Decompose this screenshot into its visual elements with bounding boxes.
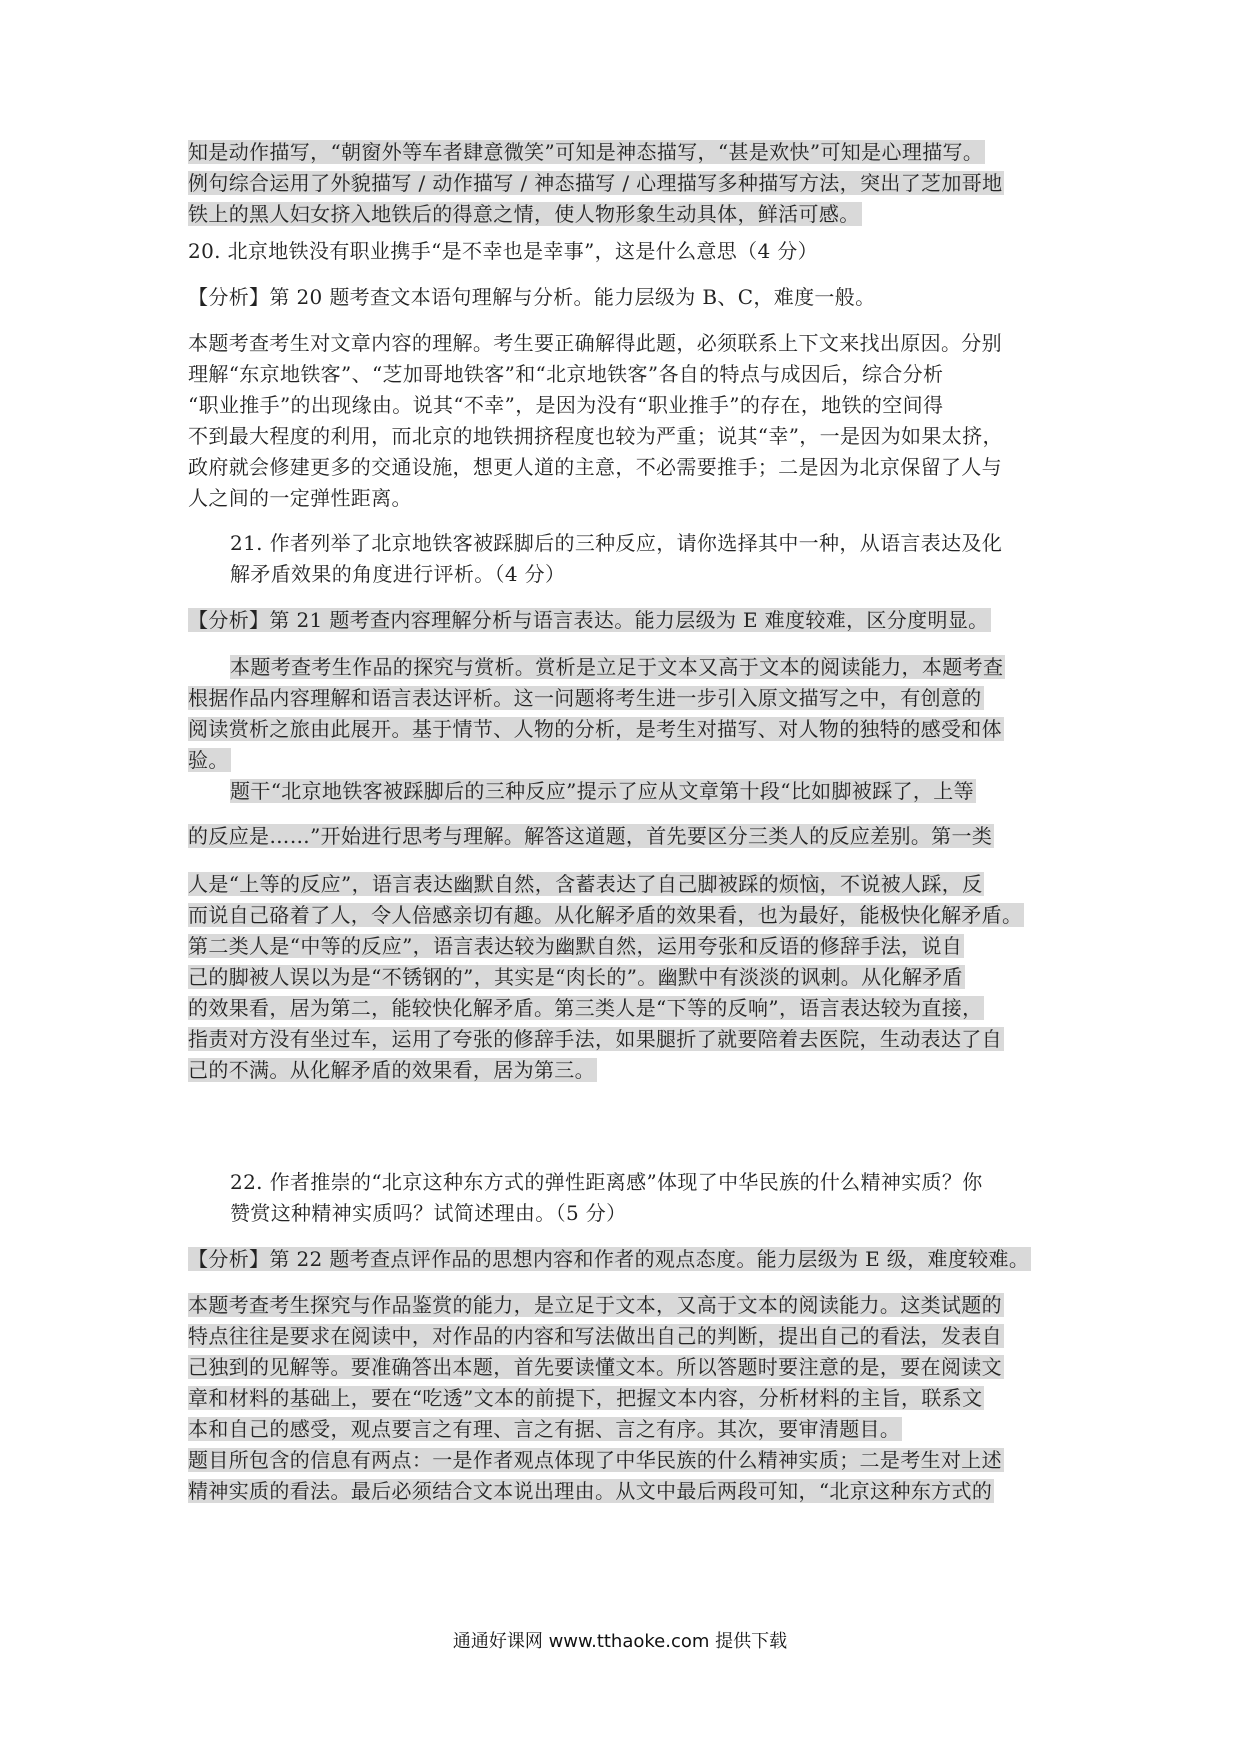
text-line: 知是动作描写，“朝窗外等车者肆意微笑”可知是神态描写，“甚是欢快”可知是心理描写。 [188,140,984,164]
question-21-cont: 解矛盾效果的角度进行评析。（4 分） [230,562,566,586]
text-line: 的效果看，居为第二，能较快化解矛盾。第三类人是“下等的反响”，语言表达较为直接， [188,996,983,1020]
text-line: 政府就会修建更多的交通设施，想更人道的主意，不必需要推手；二是因为北京保留了人与 [188,455,1002,479]
text-line: 己的不满。从化解矛盾的效果看，居为第三。 [188,1058,595,1082]
text-line: 精神实质的看法。最后必须结合文本说出理由。从文中最后两段可知，“北京这种东方式的 [188,1479,993,1503]
text-line: 己独到的见解等。要准确答出本题，首先要读懂文本。所以答题时要注意的是，要在阅读文 [188,1355,1002,1379]
question-20: 20. 北京地铁没有职业携手“是不幸也是幸事”，这是什么意思（4 分） [188,239,818,263]
text-line: 根据作品内容理解和语言表达评析。这一问题将考生进一步引入原文描写之中，有创意的 [188,686,982,710]
text-line: 阅读赏析之旅由此展开。基于情节、人物的分析，是考生对描写、对人物的独特的感受和体 [188,717,1002,741]
text-line: 题目所包含的信息有两点：一是作者观点体现了中华民族的什么精神实质；二是考生对上述 [188,1448,1002,1472]
analysis-20: 【分析】第 20 题考查文本语句理解与分析。能力层级为 B、C，难度一般。 [188,285,876,309]
text-line: 指责对方没有坐过车，运用了夸张的修辞手法，如果腿折了就要陪着去医院，生动表达了自 [188,1027,1002,1051]
text-line: 第二类人是“中等的反应”，语言表达较为幽默自然，运用夸张和反语的修辞手法，说自 [188,934,963,958]
text-line: 铁上的黑人妇女挤入地铁后的得意之情，使人物形象生动具体，鲜活可感。 [188,202,860,226]
text-line: 验。 [188,748,229,772]
page-footer: 通通好课网 www.tthaoke.com 提供下载 [452,1631,788,1652]
text-line: 例句综合运用了外貌描写 / 动作描写 / 神态描写 / 心理描写多种描写方法，突出了芝加哥地 [188,171,1003,195]
text-line: 本题考查考生对文章内容的理解。考生要正确解得此题，必须联系上下文来找出原因。分别 [188,331,1002,355]
text-line: 人之间的一定弹性距离。 [188,486,412,510]
text-line: 的反应是……”开始进行思考与理解。解答这道题，首先要区分三类人的反应差别。第一类 [188,824,993,848]
text-line: 本题考查考生作品的探究与赏析。赏析是立足于文本又高于文本的阅读能力，本题考查 [230,655,1004,679]
question-21: 21. 作者列举了北京地铁客被踩脚后的三种反应，请你选择其中一种，从语言表达及化 [230,531,1003,555]
text-line: 特点往往是要求在阅读中，对作品的内容和写法做出自己的判断，提出自己的看法，发表自 [188,1324,1002,1348]
text-line: “职业推手”的出现缘由。说其“不幸”，是因为没有“职业推手”的存在，地铁的空间得 [188,393,944,417]
text-line: 本和自己的感受，观点要言之有理、言之有据、言之有序。其次，要审清题目。 [188,1417,901,1441]
question-22-cont: 赞赏这种精神实质吗？试简述理由。（5 分） [230,1201,627,1225]
text-line: 题干“北京地铁客被踩脚后的三种反应”提示了应从文章第十段“比如脚被踩了，上等 [230,779,974,803]
text-line: 而说自己硌着了人，令人倍感亲切有趣。从化解矛盾的效果看，也为最好，能极快化解矛盾。 [188,903,1023,927]
text-line: 本题考查考生探究与作品鉴赏的能力，是立足于文本，又高于文本的阅读能力。这类试题的 [188,1293,1002,1317]
text-line: 理解“东京地铁客”、“芝加哥地铁客”和“北京地铁客”各自的特点与成因后，综合分析 [188,362,944,386]
text-line: 章和材料的基础上，要在“吃透”文本的前提下，把握文本内容，分析材料的主旨，联系文 [188,1386,983,1410]
text-line: 人是“上等的反应”，语言表达幽默自然，含蓄表达了自己脚被踩的烦恼，不说被人踩，反 [188,872,983,896]
analysis-22: 【分析】第 22 题考查点评作品的思想内容和作者的观点态度。能力层级为 E 级，难度较难。 [188,1247,1030,1271]
text-line: 不到最大程度的利用，而北京的地铁拥挤程度也较为严重；说其“幸”，一是因为如果太挤， [188,424,1003,448]
text-line: 己的脚被人误以为是“不锈钢的”，其实是“肉长的”。幽默中有淡淡的讽刺。从化解矛盾 [188,965,963,989]
question-22: 22. 作者推崇的“北京这种东方式的弹性距离感”体现了中华民族的什么精神实质？你 [230,1170,983,1194]
analysis-21: 【分析】第 21 题考查内容理解分析与语言表达。能力层级为 E 难度较难，区分度明显。 [188,608,989,632]
